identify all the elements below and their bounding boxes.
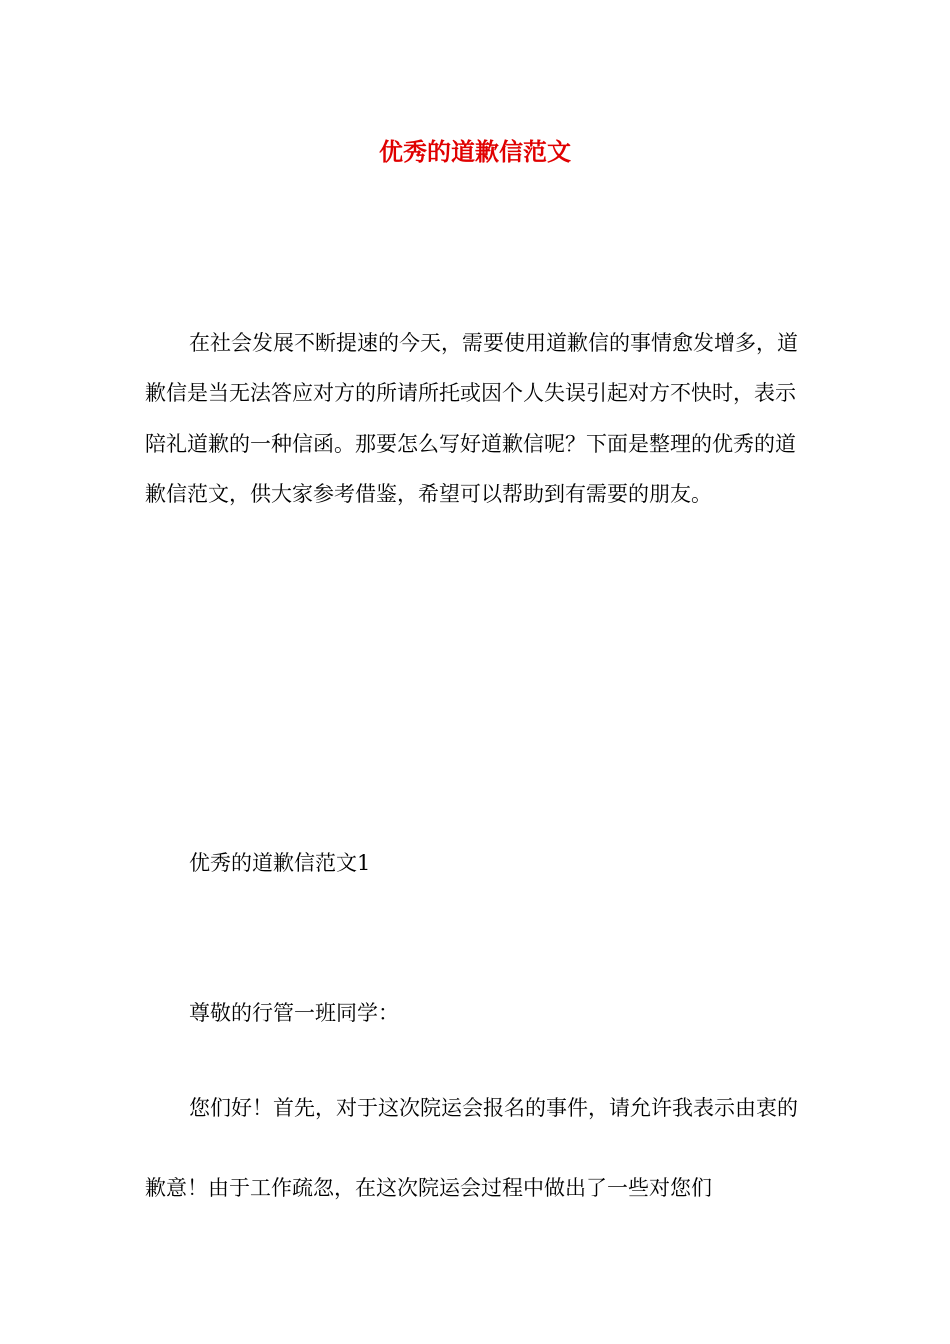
intro-paragraph: 在社会发展不断提速的今天，需要使用道歉信的事情愈发增多，道歉信是当无法答应对方的所请所托或因个人失误引起对方不快时，表示陪礼道歉的一种信函。那要怎么写好道歉信呢？下面是整理的优秀的道歉信范文，供大家参考借鉴，希望可以帮助到有需要的朋友。 xyxy=(145,331,798,507)
letter-salutation: 尊敬的行管一班同学： xyxy=(189,1001,399,1025)
letter-paragraph: 您们好！首先，对于这次院运会报名的事件，请允许我表示由衷的歉意！由于工作疏忽，在这次院运会过程中做出了一些对您们 xyxy=(145,1096,798,1200)
section-heading: 优秀的道歉信范文1 xyxy=(189,851,371,875)
document-title: 优秀的道歉信范文 xyxy=(379,137,571,166)
